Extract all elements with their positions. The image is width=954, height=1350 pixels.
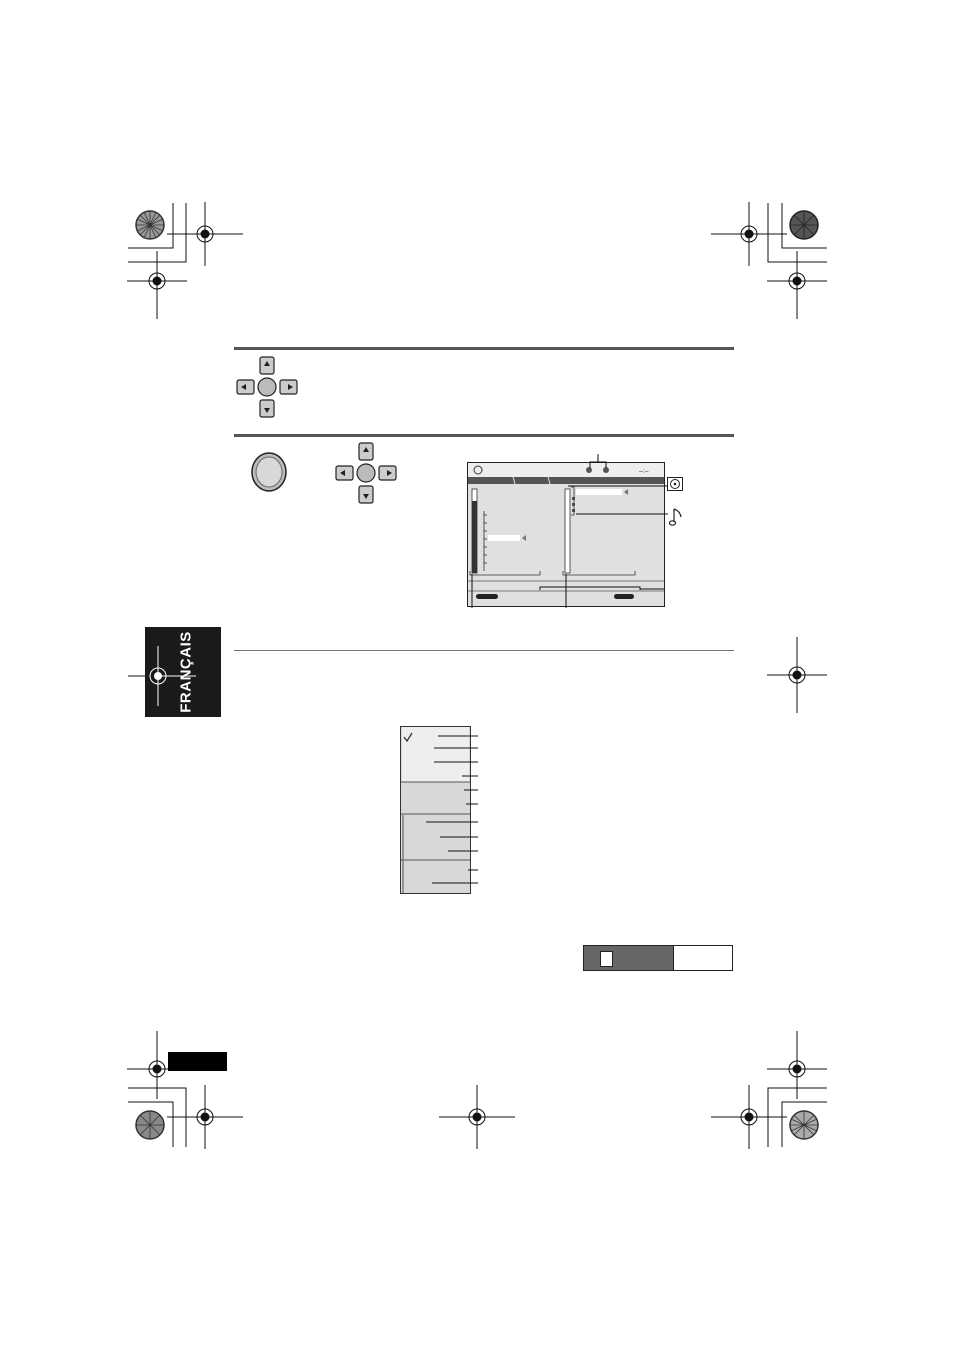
music-note-icon (669, 507, 683, 527)
section-rule-3 (234, 650, 734, 651)
screen-time: --:-- (639, 469, 649, 475)
language-tab-registration-mark (120, 638, 196, 714)
starburst-icon-br (790, 1111, 818, 1139)
progress-bar-divider (673, 946, 674, 970)
disc-icon (667, 477, 683, 491)
starburst-icon-tl (136, 211, 164, 239)
screen-callouts (460, 450, 690, 615)
dpad-icon (236, 356, 298, 418)
progress-bar-filled (584, 946, 673, 970)
section-rule-2 (234, 434, 734, 437)
menu-callouts (420, 730, 490, 890)
round-button-icon (250, 451, 288, 493)
page-number-tab (168, 1052, 227, 1071)
starburst-icon-tr (790, 211, 818, 239)
progress-bar (583, 945, 733, 971)
registration-mark-icon (127, 202, 827, 1149)
section-rule-1 (234, 347, 734, 350)
starburst-icon-bl (136, 1111, 164, 1139)
dpad-icon-2 (335, 442, 397, 504)
progress-bar-handle (600, 951, 613, 967)
language-tab-label: FRANÇAIS (177, 631, 195, 713)
